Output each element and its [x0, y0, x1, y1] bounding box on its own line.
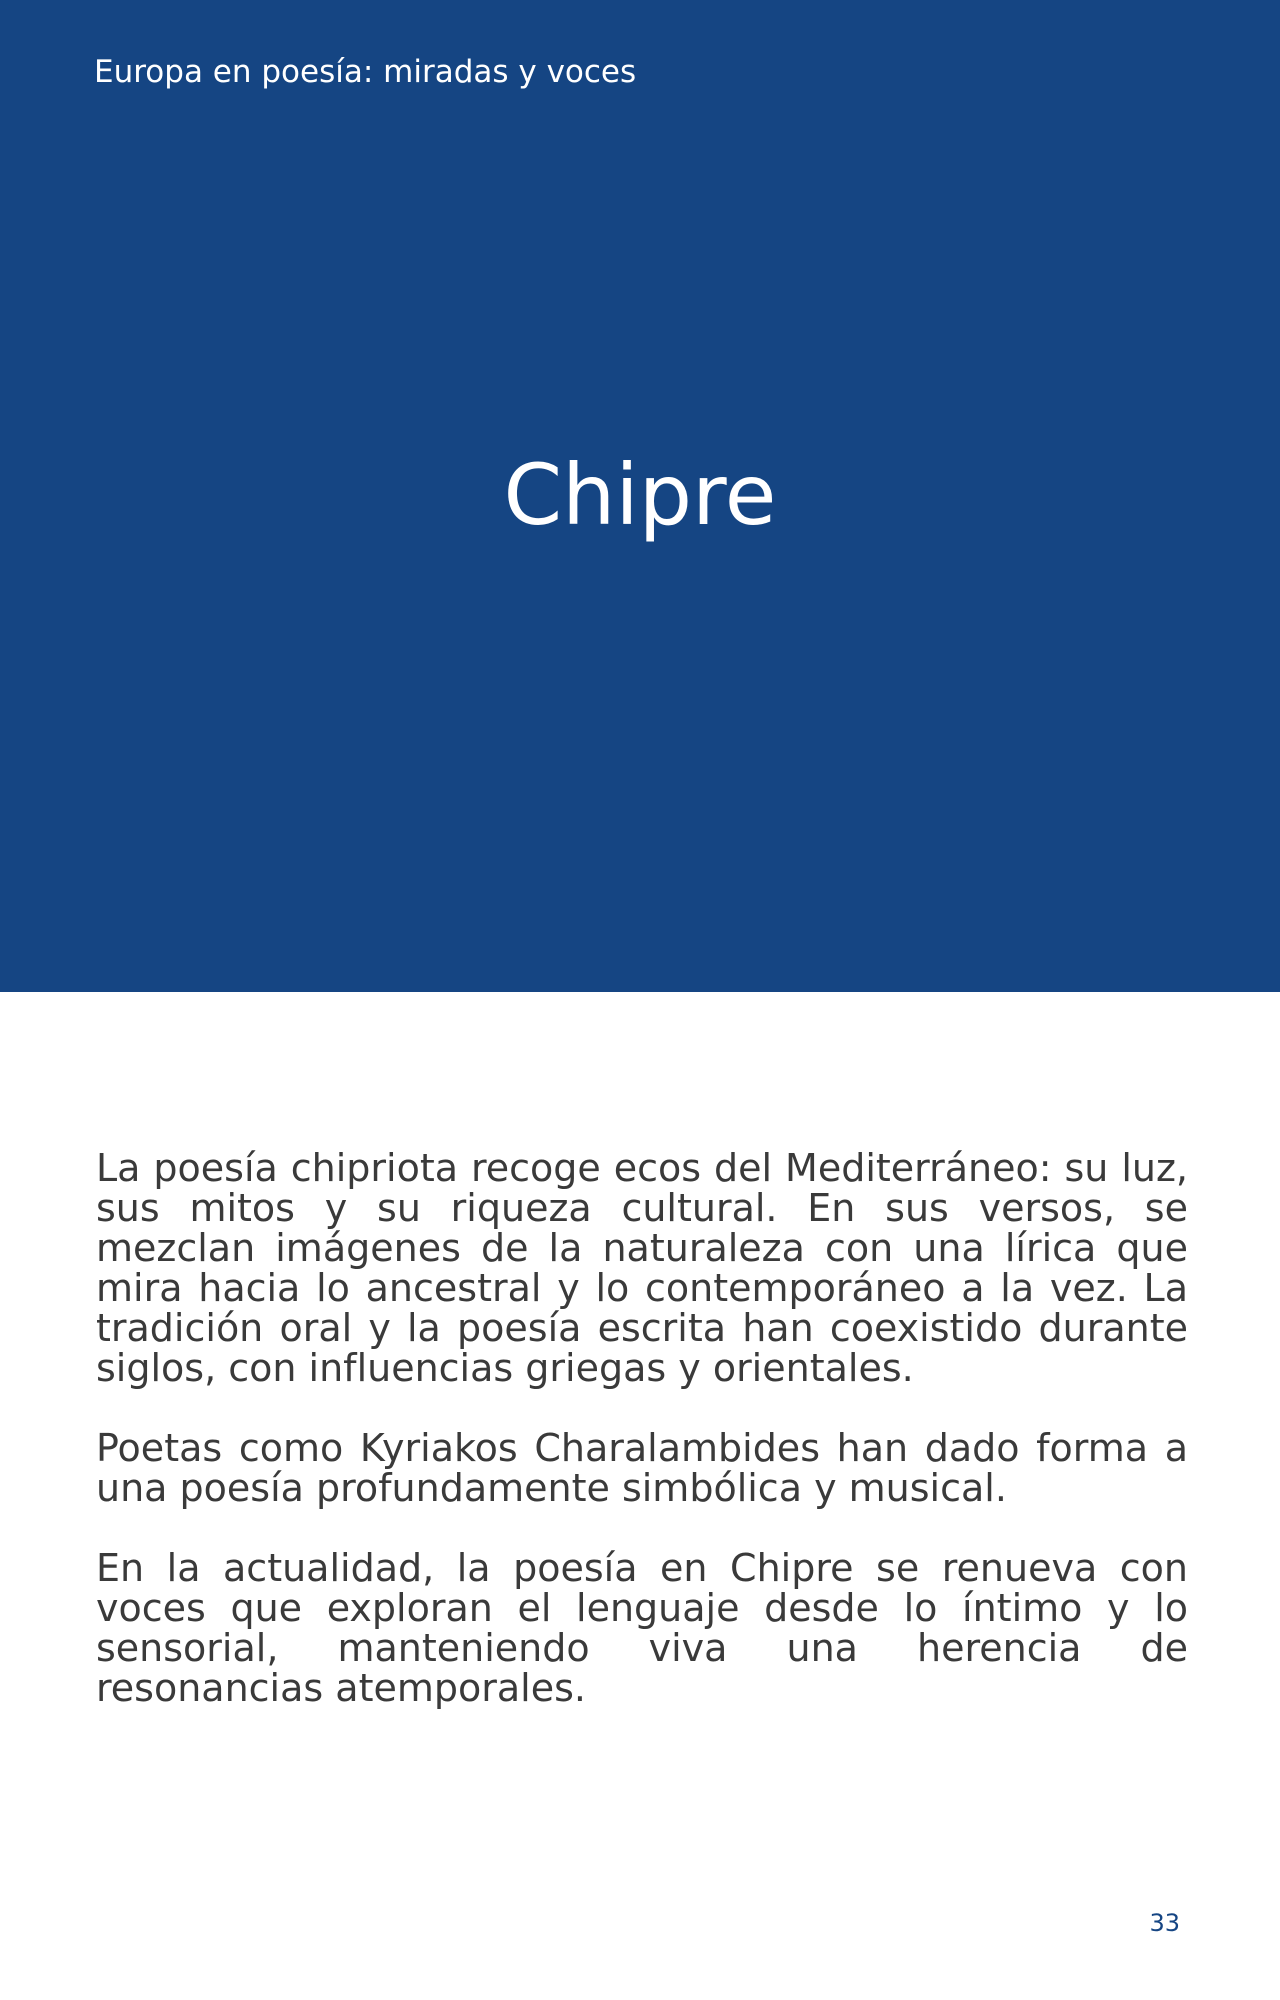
- running-header: Europa en poesía: miradas y voces: [94, 54, 637, 90]
- body-paragraph-2: Poetas como Kyriakos Charalambides han dado forma a una poesía profundamente simbólica y musical.: [96, 1426, 1188, 1510]
- body-paragraph-3: En la actualidad, la poesía en Chipre se renueva con voces que exploran el lenguaje desde lo íntimo y lo sensorial, manteniendo viva una herencia de resonancias atemporales.: [96, 1546, 1188, 1710]
- page-number: 33: [1149, 1909, 1180, 1937]
- chapter-header-band: [0, 0, 1280, 992]
- body-paragraph-1: La poesía chipriota recoge ecos del Mediterráneo: su luz, sus mitos y su riqueza cultural. En sus versos, se mezclan imágenes de la naturaleza con una lírica que mira hacia lo ancestral y lo contemporáneo a la vez. La tradición oral y la poesía escrita han coexistido durante siglos, con influencias griegas y orientales.: [96, 1146, 1188, 1390]
- chapter-title: Chipre: [503, 446, 777, 544]
- chapter-body: [96, 1148, 1188, 1748]
